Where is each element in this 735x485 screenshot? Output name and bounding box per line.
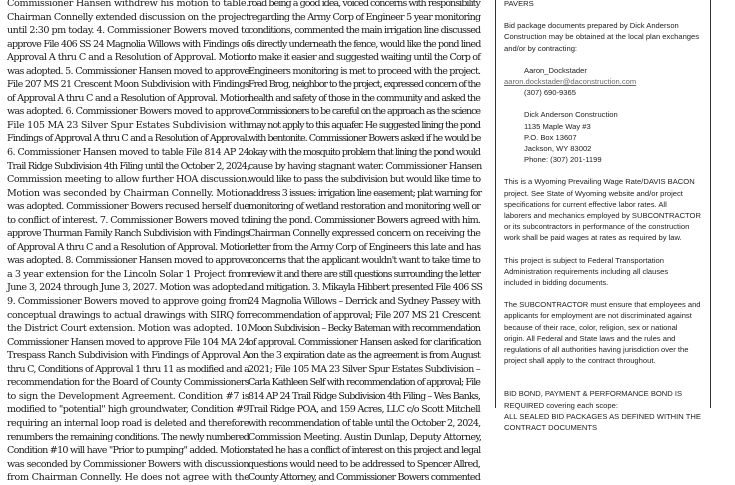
text-line: 9. Commissioner Bowers moved to approve going from <box>7 296 250 308</box>
text-line: the District Court extension. Motion was adopted. 10. <box>7 323 250 335</box>
text-line: letter from the Army Corp of Engineers this late and has <box>248 241 481 253</box>
federal-line: Administration requirements including all clauses <box>504 266 669 276</box>
text-line: Engineers monitoring is met to proceed with the project. <box>248 65 481 77</box>
text-line: Trail Ridge Subdivision 4th Filing until the October 2, 2024, <box>7 160 250 172</box>
text-line: 2021; File 105 MA 23 Silver Spur Estates Subdivision – <box>248 363 480 375</box>
contact-name: Aaron_Dockstader <box>524 65 587 75</box>
text-line: concerns that the applicant wouldn't want to take time to <box>248 255 480 267</box>
eo-line: origin. All Federal and State laws and the rules and <box>504 333 676 343</box>
text-line: would like to pass the subdivision but would like time to <box>248 174 481 186</box>
text-line: thru C, Conditions of Approval 1 thru 11 as modified and a <box>7 363 250 375</box>
text-line: File 105 MA 23 Silver Spur Estates Subdivision with <box>7 119 250 131</box>
text-line: conditions, commented the main irrigation line discussed <box>248 25 481 37</box>
text-line: with bentonite. Commissioner Bowers asked if he would be <box>248 133 481 145</box>
bond-line: REQUIRED covering each scope: <box>504 400 618 410</box>
text-line: lining the pond. Commissioner Bowers agreed with him. <box>248 214 481 226</box>
text-line: approve File 406 SS 24 Magnolia Willows with Findings of <box>7 38 249 50</box>
bid-notice-heading: PAVERS <box>504 0 534 8</box>
text-line: may not apply to this aquafer. He suggested lining the pond <box>248 119 480 131</box>
eo-line: because of their race, color, religion, sex or national <box>504 322 678 332</box>
federal-line: included in bidding documents. <box>504 278 609 288</box>
text-line: to conflict of interest. 7. Commissioner Bowers moved to <box>7 214 250 226</box>
text-line: cause by having stagnant water. Commissioner Hansen <box>248 160 482 172</box>
company-city: Jackson, WY 83002 <box>524 144 592 154</box>
wage-rate-paragraph <box>504 176 710 243</box>
text-line: was adopted. Commissioner Bowers recused herself due <box>7 201 250 213</box>
contact-phone: (307) 690-9365 <box>524 88 576 98</box>
text-line: questions would need to be addressed to Spencer Allred, <box>248 458 480 470</box>
text-line: County Attorney, and Commissioner Bowers commented <box>248 472 481 484</box>
text-line: stated he has a conflict of interest on this project and legal <box>248 445 481 457</box>
eo-line: project shall apply to the contract throughout. <box>504 356 656 366</box>
text-line: modified to "potential" high groundwater, Condition #9 <box>7 404 249 416</box>
text-line: was adopted. 8. Commissioner Hansen moved to approve <box>7 255 250 267</box>
bid-intro <box>504 20 710 54</box>
text-line: renumbers the remaining conditions. The newly numbered <box>7 431 249 443</box>
company-street: 1135 Maple Way #3 <box>524 121 591 131</box>
text-line: to sign the Development Agreement. Condition #7 is <box>7 390 250 402</box>
text-line: from Chairman Connelly. He does not agree with the <box>7 472 250 484</box>
text-line: to make it easier and suggested waiting until the Corp of <box>248 52 480 64</box>
minutes-middle-column <box>248 0 483 485</box>
contact-email-link[interactable]: aaron.dockstader@daconstruction.com <box>504 77 637 87</box>
text-line: Fred Brog, neighbor to the project, expressed concern of the <box>248 79 480 91</box>
text-line: Findings of Approval A thru C and a Resolution of Approval. <box>7 133 249 145</box>
text-line: Moon Subdivision – Becky Bateman with recommendation <box>248 323 480 335</box>
text-line: Commission Meeting. Austin Dunlap, Deputy Attorney, <box>248 431 482 443</box>
bond-line: ALL SEALED BID PACKAGES AS DEFINED WITHIN THE <box>504 411 701 421</box>
bid-notice-box <box>495 0 711 433</box>
minutes-left-column <box>7 0 249 485</box>
eo-line: The SUBCONTRACTOR must ensure that employees and <box>504 300 701 310</box>
text-line: Commission meeting to allow further HOA discussion. <box>7 174 250 186</box>
text-line: Trespass Ranch Subdivision with Findings of Approval A <box>7 350 249 362</box>
wage-line: This is a Wyoming Prevailing Wage Rate/DAVIS BACON <box>504 177 695 187</box>
text-line: 6. Commissioner Hansen moved to table File 814 AP 24 <box>7 147 250 159</box>
text-line: and mitigation. 3. Mikayla Hibbert presented File 406 SS <box>248 282 483 294</box>
text-line: okay with the mosquito problem that lining the pond would <box>248 147 480 159</box>
text-line: File 207 MS 21 Crescent Moon Subdivision with Findings <box>7 79 250 91</box>
text-line: of Approval A thru C and a Resolution of Approval. Motion <box>7 92 250 104</box>
text-line: Commissioner Hansen moved to approve File 104 MA 24 <box>7 336 250 348</box>
company-address <box>504 109 710 165</box>
text-line: Trail Ridge POA, and 159 Acres, LLC c/o Scott Mitchell <box>248 404 480 416</box>
bond-requirements <box>504 388 710 433</box>
text-line: regarding the Army Corp of Engineer 5 year monitoring <box>248 11 481 23</box>
eo-line: applicants for employment are not discriminated against <box>504 311 692 321</box>
text-line: Carla Kathleen Self with recommendation of approval; File <box>248 377 480 389</box>
text-line: June 3, 2024 through June 3, 2027. Motion was adopted. <box>7 282 250 294</box>
federal-requirements-paragraph <box>504 255 710 289</box>
text-line: review it and there are still questions surrounding the letter <box>248 268 480 280</box>
text-line: was seconded by Commissioner Bowers with discussion <box>7 458 249 470</box>
text-line: Commissioner Hansen withdrew his motion to table. <box>7 0 249 9</box>
text-line: Condition #10 will have "Prior to pumping" added. Motion <box>7 445 250 457</box>
bid-intro-line: and/or by contracting: <box>504 43 578 53</box>
wage-line: project. See State of Wyoming website and/or project <box>504 188 683 198</box>
wage-line: specifications for current effective labor rates. All <box>504 199 667 209</box>
text-line: until 2:30 pm today. 4. Commissioner Bowers moved to <box>7 25 250 37</box>
eo-line: regulations of all authorities having jurisdiction over the <box>504 345 689 355</box>
bond-line: BID BOND, PAYMENT & PERFORMANCE BOND IS <box>504 389 683 399</box>
text-line: health and safety of those in the community and asked the <box>248 92 480 104</box>
bond-line: CONTRACT DOCUMENTS <box>504 423 598 433</box>
text-line: requiring an internal loop road is deleted and therefore <box>7 417 249 429</box>
text-line: Commissioners to be careful on the approach as the science <box>248 106 480 118</box>
text-line: was adopted. 5. Commissioner Hansen moved to approve <box>7 65 250 77</box>
text-line: Approval A thru C and a Resolution of Approval. Motion <box>7 52 250 64</box>
text-line: 814 AP 24 Trail Ridge Subdivision 4th Filing – Wes Banks, <box>248 390 481 402</box>
text-line: address 3 issues: irrigation line easement; plat warning for <box>248 187 482 199</box>
text-line: recommendation of approval; File 207 MS 21 Crescent <box>248 309 481 321</box>
text-line: conceptual drawings to actual drawings with SIRQ for <box>7 309 250 321</box>
text-line: Chairman Connelly expressed concern on receiving the <box>248 228 481 240</box>
text-line: on the 3 expiration date as the agreement is from August <box>248 350 480 362</box>
wage-line: laborers and mechanics employed by SUBCONTRACTOR <box>504 211 701 221</box>
wage-line: or its subcontractors in performance of the construction <box>504 222 690 232</box>
text-line: monitoring of wetland restoration and monitoring well or <box>248 201 481 213</box>
text-line: approve Thurman Family Ranch Subdivision with Findings <box>7 228 250 240</box>
text-line: is directly underneath the fence, would like the pond lined <box>248 38 481 50</box>
text-line: 24 Magnolia Willows – Derrick and Sydney Passey with <box>248 296 481 308</box>
federal-line: This project is subject to Federal Transportation <box>504 255 664 265</box>
text-line: of Approval A thru C and a Resolution of Approval. Motion <box>7 241 250 253</box>
bid-intro-line: Construction may be obtained at the local plan exchanges <box>504 32 700 42</box>
text-line: a 3 year extension for the Lincoln Solar 1 Project from <box>7 268 250 280</box>
text-line: Chairman Connelly extended discussion on the project <box>7 11 250 23</box>
company-po-box: P.O. Box 13607 <box>524 132 577 142</box>
text-line: Motion was seconded by Chairman Connelly. Motion <box>7 187 249 199</box>
text-line: was adopted. 6. Commissioner Bowers moved to approve <box>7 106 251 118</box>
equal-opportunity-paragraph <box>504 299 710 366</box>
text-line: with recommendation of table until the October 2, 2024, <box>248 417 481 429</box>
text-line: recommendation for the Board of County Commissioners <box>7 377 250 389</box>
bid-intro-line: Bid package documents prepared by Dick Anderson <box>504 21 679 31</box>
wage-line: work shall be paid wages at rates as required by law. <box>504 233 682 243</box>
text-line: of approval. Commissioner Hansen asked for clarification <box>248 336 481 348</box>
text-line: road being a good idea, voiced concerns with responsibility <box>248 0 480 9</box>
company-phone: Phone: (307) 201-1199 <box>524 155 602 165</box>
company-name: Dick Anderson Construction <box>524 110 618 120</box>
